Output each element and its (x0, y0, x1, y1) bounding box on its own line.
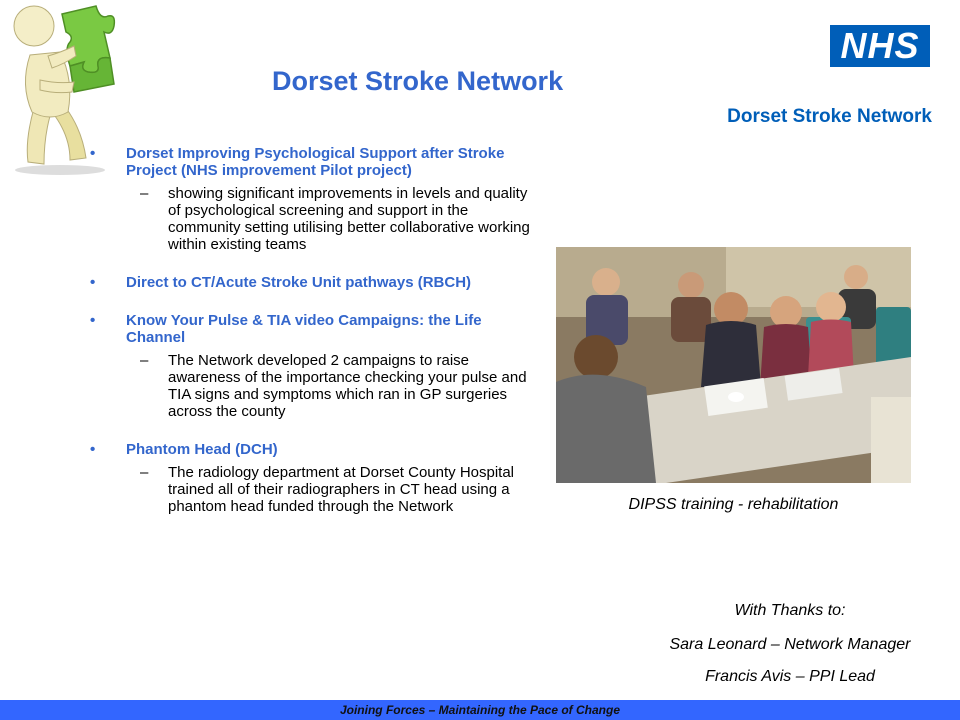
photo-caption: DIPSS training - rehabilitation (628, 496, 839, 513)
sub-bullet-text: The radiology department at Dorset County Hospital trained all of their radiographers in CT head using a phantom head funded through the Network (168, 464, 515, 515)
logo-org-name: Dorset Stroke Network (727, 106, 932, 127)
bullet-dot: • (90, 145, 96, 162)
bullet-item (90, 312, 530, 346)
bullet-dot: • (90, 274, 96, 291)
bullet-item (90, 274, 530, 291)
sub-bullet-dash: – (140, 352, 149, 369)
bullet-dot: • (90, 312, 96, 329)
bullet-dot: • (90, 441, 96, 458)
bullet-text: Know Your Pulse & TIA video Campaigns: the Life Channel (126, 312, 482, 346)
bullet-text: Direct to CT/Acute Stroke Unit pathways (RBCH) (126, 274, 472, 291)
bullet-text: Phantom Head (DCH) (126, 441, 278, 458)
footer-bar (0, 700, 960, 720)
nhs-logo: NHS (830, 25, 930, 67)
slide-title: Dorset Stroke Network (272, 66, 564, 96)
bullet-text: Dorset Improving Psychological Support after Stroke Project (NHS improvement Pilot project) (126, 145, 505, 179)
training-photo (556, 247, 911, 483)
bullet-item (90, 441, 530, 458)
sub-bullet-text: showing significant improvements in levels and quality of psychological screening and support in the community setting utilising better collaborative working within existing teams (168, 185, 530, 253)
thanks-person: Francis Avis – PPI Lead (705, 668, 875, 685)
sub-bullet-dash: – (140, 185, 149, 202)
sub-bullet-item (90, 185, 530, 253)
bullet-item (90, 145, 530, 179)
thanks-person: Sara Leonard – Network Manager (669, 636, 911, 653)
thanks-heading: With Thanks to: (734, 602, 846, 619)
sub-bullet-item (90, 352, 530, 420)
bullet-list (90, 145, 530, 515)
footer-text: Joining Forces – Maintaining the Pace of Change (339, 703, 621, 717)
sub-bullet-text: The Network developed 2 campaigns to raise awareness of the importance checking your pulse and TIA signs and symptoms which ran in GP surgeries across the county (168, 352, 527, 420)
sub-bullet-dash: – (140, 464, 149, 481)
sub-bullet-item (90, 464, 530, 515)
